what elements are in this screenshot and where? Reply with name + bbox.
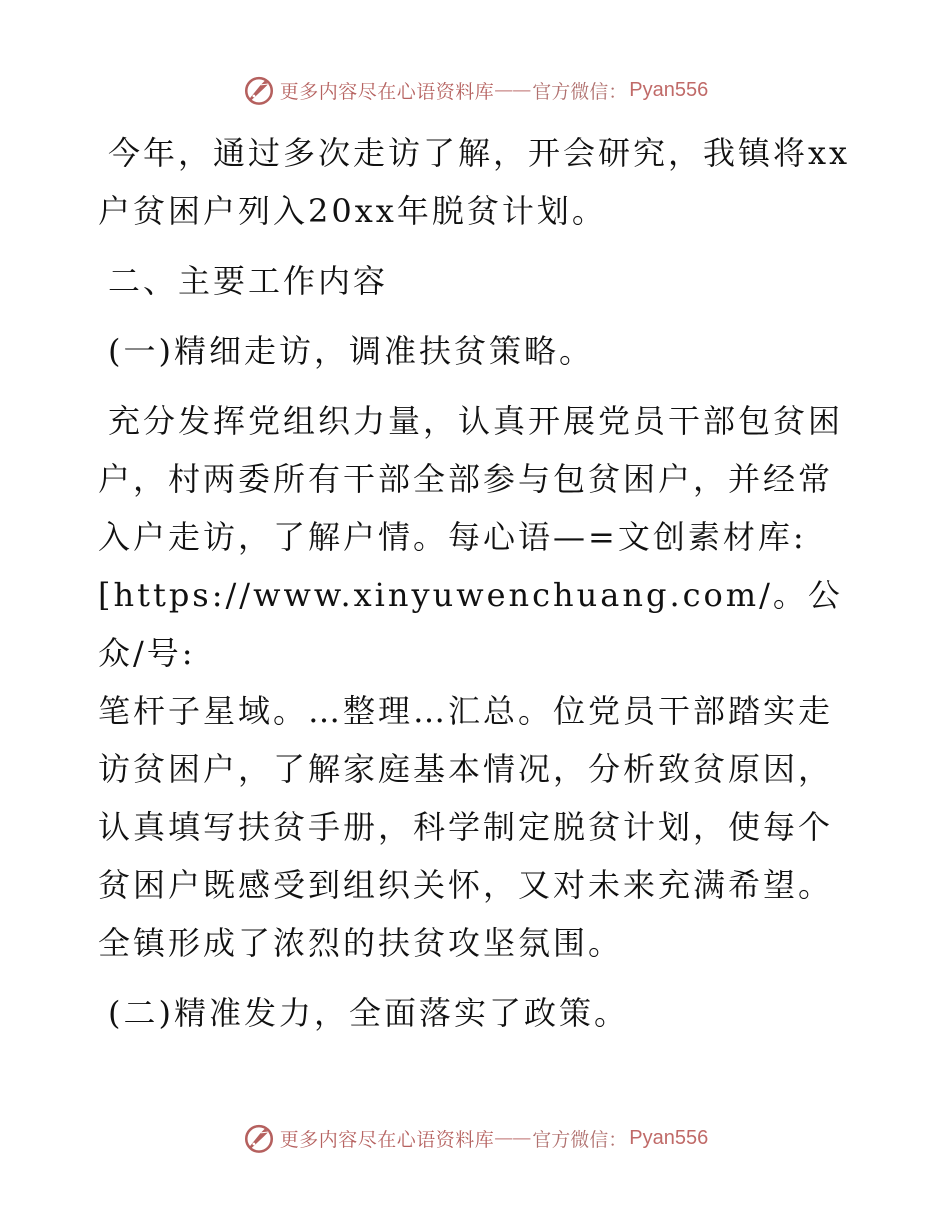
header-wechat-id: Pyan556 bbox=[629, 78, 709, 101]
footer-watermark bbox=[0, 1118, 950, 1158]
paragraph-visits-part2: 笔杆子星域。…整理…汇总。位党员干部踏实走访贫困户，了解家庭基本情况，分析致贫原因，认真填写扶贫手册，科学制定脱贫计划，使每个贫困户既感受到组织关怀，又对未来充满希望。全镇形成了浓烈的扶贫攻坚氛围。 bbox=[98, 692, 834, 962]
subheading-policy: (二)精准发力，全面落实了政策。 bbox=[108, 994, 629, 1032]
footer-wechat-id: Pyan556 bbox=[629, 1126, 709, 1149]
paragraph-intro: 今年，通过多次走访了解，开会研究，我镇将xx户贫困户列入20xx年脱贫计划。 bbox=[98, 134, 851, 230]
header-separator: —— bbox=[494, 79, 531, 101]
pen-nib-logo-icon bbox=[242, 73, 276, 107]
header-brand-text: 更多内容尽在心语资料库 bbox=[279, 80, 495, 103]
subheading-visits: (一)精细走访，调准扶贫策略。 bbox=[108, 332, 594, 370]
document-body bbox=[98, 124, 858, 1054]
footer-brand-text: 更多内容尽在心语资料库 bbox=[279, 1128, 495, 1151]
header-wechat-label: 官方微信： bbox=[532, 80, 628, 103]
header-watermark bbox=[0, 70, 950, 110]
paragraph-visits-url-line: [https://www.xinyuwenchuang.com/。公众/号: bbox=[98, 576, 843, 672]
paragraph-visits-part1: 充分发挥党组织力量，认真开展党员干部包贫困户，村两委所有干部全部参与包贫困户，并经常入户走访，了解户情。每心语—=文创素材库: bbox=[98, 402, 844, 556]
section-heading-main-work: 二、主要工作内容 bbox=[108, 262, 389, 300]
footer-separator: —— bbox=[494, 1127, 531, 1149]
pen-nib-logo-icon bbox=[242, 1121, 276, 1155]
footer-wechat-label: 官方微信： bbox=[532, 1128, 628, 1151]
